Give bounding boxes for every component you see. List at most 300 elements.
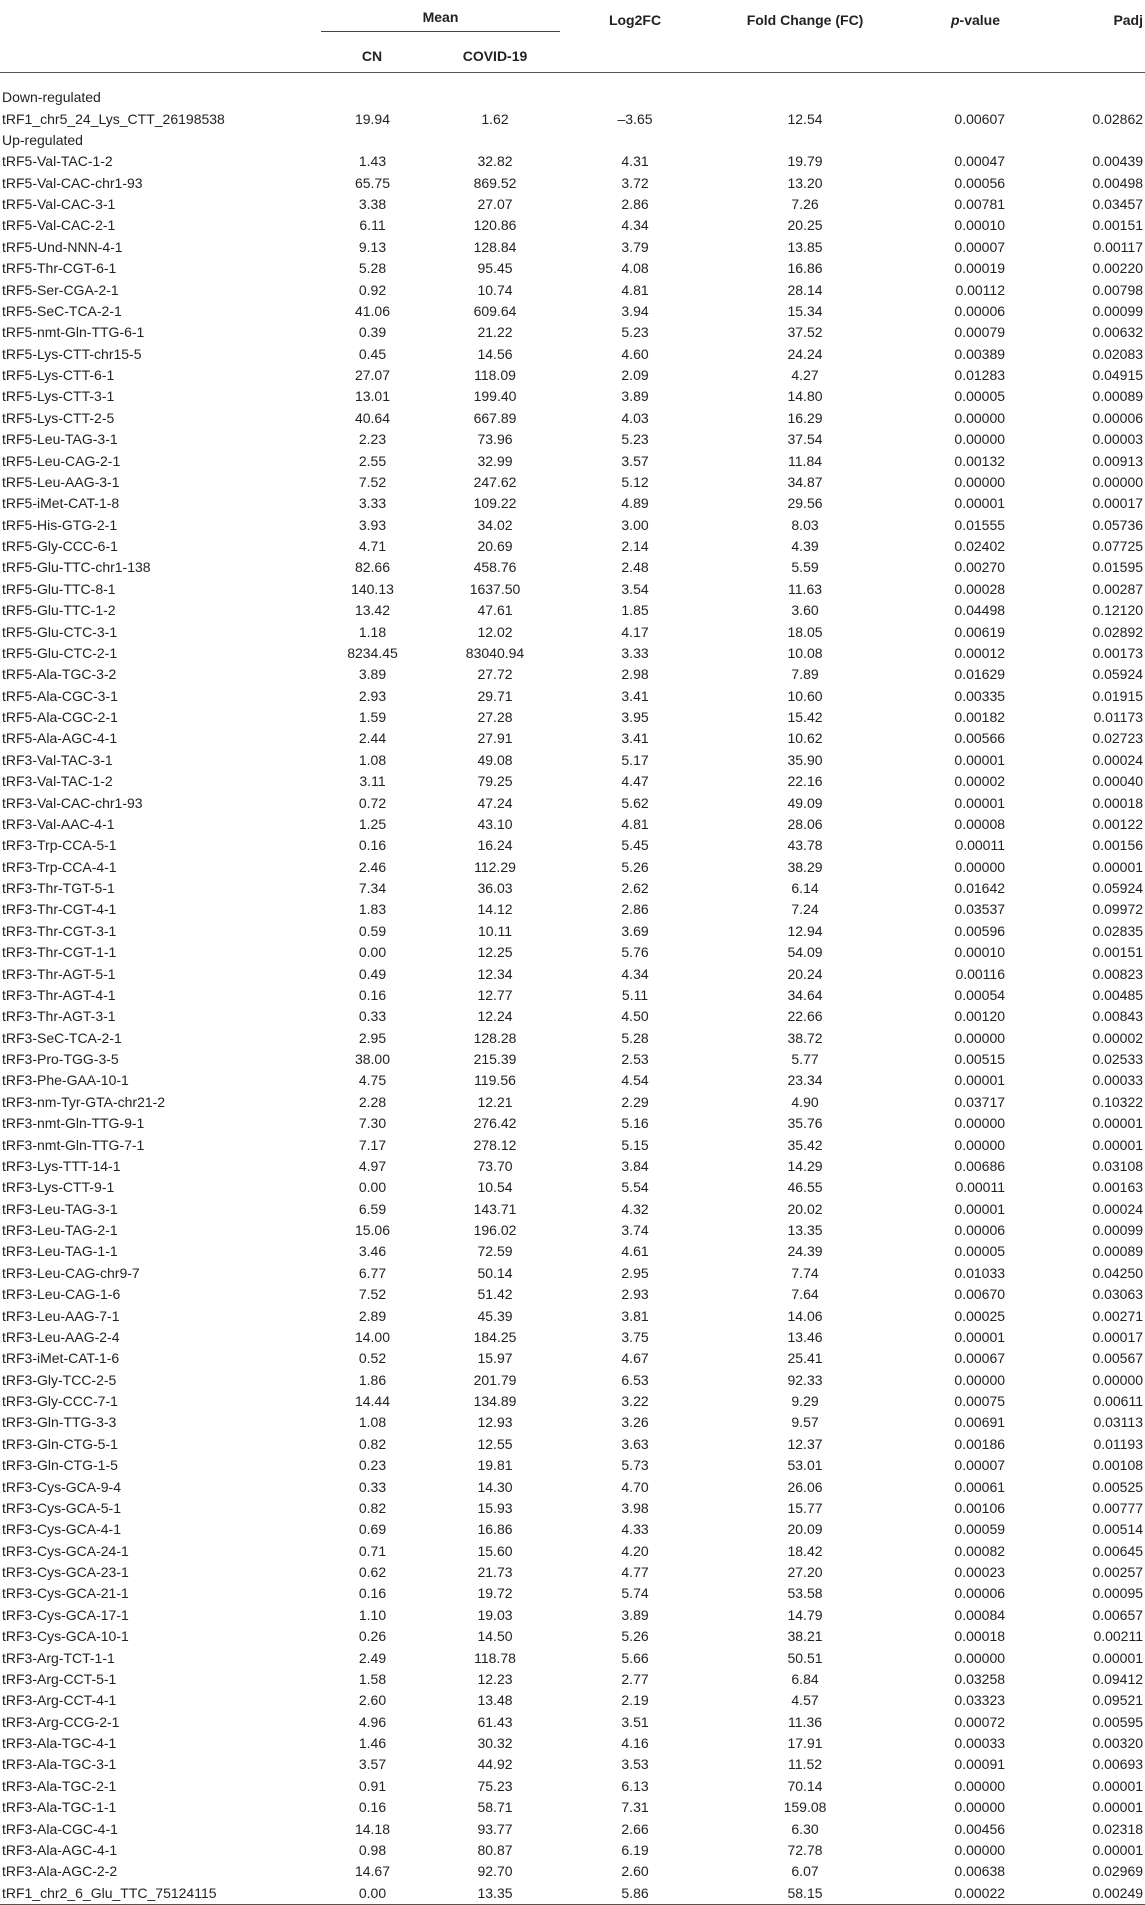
cell-fold-change: 53.58 [787,1585,823,1602]
cell-padj: 0.00913 [1092,452,1144,469]
cell-p-value: 0.00515 [954,1051,1006,1068]
cell-cn: 1.59 [358,709,387,726]
cell-covid: 79.25 [477,773,513,790]
cell-padj: 0.00099 [1092,302,1144,319]
cell-log2fc: 2.77 [621,1670,649,1687]
cell-fold-change: 72.78 [787,1841,823,1858]
cell-covid: 12.25 [477,944,513,961]
cell-p-value: 0.03258 [954,1670,1006,1687]
cell-cn: 140.13 [351,580,394,597]
cell-fold-change: 12.37 [787,1435,823,1452]
table-row [0,344,1145,365]
cell-cn: 3.57 [358,1756,387,1773]
cell-log2fc: 3.00 [621,516,649,533]
table-row [0,151,1145,172]
cell-name: tRF3-Ala-TGC-2-1 [2,1777,117,1794]
table-row [0,814,1145,835]
cell-p-value: 0.00011 [955,837,1006,854]
cell-name: tRF5-Gly-CCC-6-1 [2,538,118,555]
cell-cn: 7.34 [358,880,387,897]
table-row [0,1519,1145,1540]
cell-name: tRF3-Lys-CTT-9-1 [2,1179,115,1196]
cell-fold-change: 12.94 [787,922,823,939]
cell-p-value: 0.00010 [954,944,1006,961]
cell-log2fc: 5.66 [621,1649,649,1666]
cell-p-value: 0.00001 [954,495,1006,512]
cell-padj: 0.00271 [1092,1307,1144,1324]
cell-padj: 0.04915 [1092,367,1144,384]
cell-name: tRF3-Trp-CCA-4-1 [2,858,117,875]
cell-name: tRF3-Val-TAC-3-1 [2,751,113,768]
cell-cn: 9.13 [358,238,387,255]
cell-fold-change: 7.26 [791,196,819,213]
cell-log2fc: 5.26 [621,858,649,875]
cell-name: tRF3-Phe-GAA-10-1 [2,1072,129,1089]
cell-padj: 0.00823 [1092,965,1144,982]
cell-log2fc: 4.16 [621,1735,649,1752]
cell-p-value: 0.00000 [954,1649,1006,1666]
table-row [0,365,1145,386]
cell-name: tRF5-Glu-TTC-chr1-138 [2,559,151,576]
cell-name: tRF3-Leu-CAG-1-6 [2,1286,121,1303]
cell-cn: 19.94 [354,110,391,127]
cell-fold-change: 23.34 [787,1072,823,1089]
cell-cn: 2.93 [358,687,387,704]
table-row [0,921,1145,942]
cell-padj: 0.02835 [1092,922,1144,939]
cell-cn: 0.16 [358,1799,387,1816]
cell-fold-change: 18.42 [787,1542,823,1559]
cell-log2fc: 7.31 [621,1799,649,1816]
cell-fold-change: 4.39 [791,538,819,555]
cell-cn: 65.75 [354,174,391,191]
cell-cn: 0.33 [358,1478,387,1495]
cell-cn: 2.46 [358,858,387,875]
cell-p-value: 0.00006 [954,1585,1006,1602]
cell-covid: 75.23 [477,1777,513,1794]
cell-padj: 0.00843 [1092,1008,1144,1025]
cell-fold-change: 70.14 [787,1777,823,1794]
table-row [0,108,1145,129]
cell-padj: 0.00156 [1092,837,1144,854]
cell-p-value: 0.00182 [954,709,1006,726]
cell-covid: 247.62 [473,473,517,490]
cell-padj: 0.00017 [1092,1328,1144,1345]
cell-cn: 0.71 [358,1542,387,1559]
cell-covid: 27.28 [477,709,513,726]
cell-covid: 16.86 [477,1521,513,1538]
cell-name: tRF3-nmt-Gln-TTG-9-1 [2,1115,145,1132]
cell-fold-change: 12.54 [787,110,823,127]
cell-covid: 10.11 [478,922,512,939]
cell-log2fc: 4.33 [621,1521,649,1538]
cell-p-value: 0.00010 [954,217,1006,234]
cell-p-value: 0.00000 [954,431,1006,448]
cell-cn: 0.16 [358,986,387,1003]
cell-log2fc: 4.34 [621,965,649,982]
cell-padj: 0.05924 [1092,880,1144,897]
cell-log2fc: 4.70 [621,1478,649,1495]
table-row [0,215,1145,236]
cell-name: tRF3-Gln-CTG-5-1 [2,1435,118,1452]
header-padj: Padj [1113,12,1144,28]
cell-padj: 0.01193 [1093,1435,1144,1452]
cell-padj: 0.00018 [1092,794,1144,811]
cell-padj: 0.00099 [1092,1222,1144,1239]
cell-covid: 215.39 [473,1051,517,1068]
table-row [0,600,1145,621]
cell-covid: 184.25 [473,1328,517,1345]
cell-name: tRF3-Ala-AGC-4-1 [2,1841,118,1858]
cell-fold-change: 13.20 [787,174,823,191]
cell-p-value: 0.01555 [954,516,1006,533]
cell-name: tRF5-Glu-TTC-8-1 [2,580,116,597]
cell-name: tRF5-Glu-TTC-1-2 [2,602,116,619]
cell-log2fc: 1.85 [621,602,649,619]
cell-cn: 13.01 [354,388,391,405]
cell-covid: 143.71 [473,1200,517,1217]
cell-cn: 2.28 [358,1093,387,1110]
cell-p-value: 0.00061 [954,1478,1006,1495]
cell-p-value: 0.00084 [954,1606,1006,1623]
section-label: Up-regulated [2,131,83,148]
header-blank-2 [0,40,280,73]
cell-covid: 14.30 [477,1478,513,1495]
cell-padj: 0.00798 [1092,281,1144,298]
cell-log2fc: 2.86 [621,196,649,213]
table-row [0,1669,1145,1690]
cell-p-value: 0.00186 [954,1435,1006,1452]
cell-padj: 0.00000 [1092,1371,1144,1388]
cell-name: tRF5-Thr-CGT-6-1 [2,260,117,277]
table-row [0,1455,1145,1476]
table-row [0,1840,1145,1861]
cell-padj: 0.00089 [1092,388,1144,405]
cell-cn: 1.08 [358,1414,387,1431]
cell-log2fc: 3.57 [621,452,649,469]
cell-cn: 40.64 [354,409,391,426]
cell-fold-change: 14.79 [787,1606,823,1623]
table-row [0,1220,1145,1241]
cell-padj: 0.00001 [1092,1136,1144,1153]
cell-log2fc: 5.15 [621,1136,649,1153]
cell-cn: 13.42 [354,602,391,619]
cell-name: tRF5-Lys-CTT-3-1 [2,388,115,405]
table-row [0,1647,1145,1668]
section-row [0,87,1145,108]
cell-name: tRF5-Val-CAC-chr1-93 [2,174,143,191]
table-row [0,1006,1145,1027]
cell-p-value: 0.00000 [954,1799,1006,1816]
cell-fold-change: 34.64 [787,986,823,1003]
cell-log2fc: 4.17 [621,623,649,640]
cell-covid: 12.21 [477,1093,513,1110]
cell-name: tRF3-Thr-AGT-5-1 [2,965,116,982]
cell-covid: 118.09 [474,367,516,384]
cell-padj: 0.00514 [1092,1521,1144,1538]
cell-log2fc: 3.81 [621,1307,649,1324]
cell-fold-change: 27.20 [787,1564,823,1581]
table-row [0,301,1145,322]
cell-covid: 50.14 [477,1264,513,1281]
cell-log2fc: 3.79 [621,238,649,255]
cell-cn: 2.55 [358,452,387,469]
cell-p-value: 0.00056 [954,174,1006,191]
cell-padj: 0.00611 [1093,1393,1144,1410]
table-row [0,1861,1145,1882]
cell-name: tRF5-Leu-TAG-3-1 [2,431,118,448]
cell-fold-change: 16.29 [787,409,823,426]
cell-log2fc: 2.48 [621,559,649,576]
cell-name: tRF3-Arg-CCG-2-1 [2,1713,120,1730]
cell-covid: 128.84 [473,238,517,255]
cell-p-value: 0.00054 [954,986,1006,1003]
cell-fold-change: 29.56 [787,495,823,512]
cell-fold-change: 9.57 [791,1414,819,1431]
cell-padj: 0.00002 [1092,1029,1144,1046]
table-row [0,386,1145,407]
table-row [0,1498,1145,1519]
cell-padj: 0.00001 [1092,1649,1144,1666]
cell-covid: 32.82 [477,153,513,170]
cell-p-value: 0.00033 [954,1735,1006,1752]
cell-p-value: 0.00781 [954,196,1006,213]
cell-padj: 0.00001 [1092,858,1144,875]
cell-padj: 0.02969 [1092,1863,1144,1880]
cell-padj: 0.00595 [1092,1713,1144,1730]
cell-p-value: 0.00001 [954,751,1006,768]
cell-log2fc: 4.60 [621,345,649,362]
cell-log2fc: 3.22 [621,1393,649,1410]
cell-covid: 869.52 [473,174,517,191]
table-row [0,1541,1145,1562]
cell-fold-change: 22.16 [787,773,823,790]
table-row [0,173,1145,194]
cell-padj: 0.00001 [1092,1799,1144,1816]
cell-p-value: 0.00112 [955,281,1006,298]
cell-log2fc: 3.54 [621,580,649,597]
cell-cn: 14.44 [354,1393,391,1410]
cell-fold-change: 92.33 [787,1371,823,1388]
cell-padj: 0.00525 [1092,1478,1144,1495]
section-row [0,130,1145,151]
cell-fold-change: 9.29 [791,1393,819,1410]
cell-covid: 12.93 [477,1414,513,1431]
cell-name: tRF5-Und-NNN-4-1 [2,238,123,255]
cell-padj: 0.00001 [1092,1777,1144,1794]
cell-cn: 27.07 [354,367,391,384]
cell-p-value: 0.00670 [954,1286,1006,1303]
cell-p-value: 0.00012 [954,644,1006,661]
cell-covid: 1.62 [481,110,509,127]
cell-p-value: 0.00691 [954,1414,1006,1431]
cell-log2fc: 4.81 [621,281,649,298]
cell-covid: 19.72 [477,1585,513,1602]
cell-p-value: 0.00007 [954,238,1006,255]
cell-cn: 0.69 [358,1521,387,1538]
cell-covid: 27.07 [477,196,513,213]
table-row [0,237,1145,258]
cell-name: tRF5-nmt-Gln-TTG-6-1 [2,324,145,341]
cell-name: tRF5-Lys-CTT-chr15-5 [2,345,142,362]
cell-padj: 0.01595 [1092,559,1144,576]
cell-name: tRF3-Ala-AGC-2-2 [2,1863,118,1880]
cell-padj: 0.00249 [1035,1883,1145,1905]
table-row [0,429,1145,450]
cell-padj: 0.00089 [1092,1243,1144,1260]
table-row [0,664,1145,685]
cell-covid: 10.54 [477,1179,513,1196]
table-row [0,1348,1145,1369]
cell-fold-change: 19.79 [787,153,823,170]
cell-fold-change: 6.84 [791,1670,819,1687]
cell-name: tRF3-Leu-TAG-1-1 [2,1243,118,1260]
table-row [0,1028,1145,1049]
cell-covid: 458.76 [473,559,517,576]
cell-cn: 0.59 [358,922,387,939]
table-row [0,322,1145,343]
cell-p-value: 0.00106 [954,1499,1006,1516]
cell-log2fc: 2.09 [621,367,649,384]
cell-fold-change: 24.39 [787,1243,823,1260]
cell-fold-change: 26.06 [787,1478,823,1495]
table-row [0,536,1145,557]
cell-log2fc: 4.67 [621,1350,649,1367]
cell-log2fc: 2.98 [621,666,649,683]
cell-log2fc: 4.08 [621,260,649,277]
cell-fold-change: 34.87 [787,473,823,490]
cell-fold-change: 16.86 [787,260,823,277]
table-row [0,1776,1145,1797]
cell-fold-change: 11.36 [788,1713,823,1730]
cell-fold-change: 22.66 [787,1008,823,1025]
cell-p-value: 0.01629 [954,666,1006,683]
cell-cn: 1.43 [358,153,387,170]
cell-name: tRF5-iMet-CAT-1-8 [2,495,120,512]
cell-log2fc: 4.77 [621,1564,649,1581]
cell-p-value: 0.00001 [954,1200,1006,1217]
cell-name: tRF5-Val-TAC-1-2 [2,153,113,170]
cell-fold-change: 10.08 [787,644,823,661]
cell-name: tRF3-Gly-CCC-7-1 [2,1393,118,1410]
cell-p-value: 0.01642 [954,880,1006,897]
header-mean-group [280,0,565,40]
cell-p-value: 0.00270 [954,559,1006,576]
table-row [0,1327,1145,1348]
section-label: Down-regulated [2,89,101,106]
cell-padj: 0.00657 [1092,1606,1144,1623]
cell-covid: 13.48 [477,1692,513,1709]
cell-name: tRF3-Val-CAC-chr1-93 [2,794,143,811]
cell-fold-change: 11.84 [788,452,823,469]
cell-fold-change: 6.30 [791,1820,819,1837]
cell-covid: 61.43 [477,1713,513,1730]
cell-log2fc: 2.29 [621,1093,649,1110]
cell-p-value: 0.00091 [954,1756,1006,1773]
cell-padj: 0.00151 [1092,944,1144,961]
cell-covid: 44.92 [477,1756,513,1773]
cell-log2fc: 3.98 [621,1499,649,1516]
table-row [0,450,1145,471]
cell-cn: 1.86 [358,1371,387,1388]
cell-fold-change: 18.05 [787,623,823,640]
cell-name: tRF3-Gln-CTG-1-5 [2,1457,118,1474]
cell-fold-change: 20.02 [787,1200,823,1217]
cell-log2fc: 3.72 [621,174,649,191]
cell-p-value: 0.00067 [954,1350,1006,1367]
cell-covid: 15.60 [477,1542,513,1559]
cell-fold-change: 25.41 [787,1350,823,1367]
table-row [0,1797,1145,1818]
cell-fold-change: 7.64 [791,1286,819,1303]
cell-fold-change: 13.85 [787,238,823,255]
cell-p-value: 0.00011 [955,1179,1006,1196]
cell-p-value: 0.00120 [954,1008,1006,1025]
cell-fold-change: 28.06 [787,815,823,832]
cell-padj: 0.00498 [1092,174,1144,191]
cell-p-value: 0.00001 [954,794,1006,811]
cell-fold-change: 14.80 [787,388,823,405]
cell-name: tRF3-Gly-TCC-2-5 [2,1371,117,1388]
cell-padj: 0.00220 [1092,260,1144,277]
cell-name: tRF3-nm-Tyr-GTA-chr21-2 [2,1093,166,1110]
cell-log2fc: 4.89 [621,495,649,512]
cell-padj: 0.09412 [1092,1670,1144,1687]
cell-padj: 0.09521 [1092,1692,1144,1709]
cell-padj: 0.03063 [1092,1286,1144,1303]
cell-log2fc: 5.16 [621,1115,649,1132]
cell-name: tRF5-SeC-TCA-2-1 [2,302,122,319]
cell-covid: 196.02 [473,1222,517,1239]
cell-padj: 0.00033 [1092,1072,1144,1089]
cell-p-value: 0.00008 [954,815,1006,832]
table-row [0,1605,1145,1626]
table-row [0,515,1145,536]
cell-name: tRF3-Pro-TGG-3-5 [2,1051,119,1068]
cell-cn: 4.71 [358,538,387,555]
cell-p-value: 0.00000 [954,1371,1006,1388]
cell-covid: 12.77 [477,986,513,1003]
cell-covid: 27.72 [477,666,513,683]
table-body [0,73,1145,1905]
cell-covid: 16.24 [477,837,513,854]
cell-covid: 278.12 [473,1136,517,1153]
spacer-row [0,73,1145,88]
cell-log2fc: 4.50 [621,1008,649,1025]
cell-padj: 0.07725 [1092,538,1144,555]
cell-fold-change: 4.27 [791,367,819,384]
cell-p-value: 0.00686 [954,1157,1006,1174]
cell-cn: 0.33 [358,1008,387,1025]
header-mean: Mean [321,9,560,32]
cell-log2fc: 2.62 [621,880,649,897]
cell-covid: 120.86 [473,217,517,234]
cell-p-value: 0.00007 [954,1457,1006,1474]
cell-cn: 7.52 [358,473,387,490]
cell-log2fc: 3.51 [621,1713,649,1730]
header-p-italic: p [950,12,960,28]
cell-log2fc: 2.86 [621,901,649,918]
cell-cn: 2.49 [358,1649,387,1666]
cell-p-value: 0.00047 [954,153,1006,170]
cell-padj: 0.09972 [1092,901,1144,918]
cell-fold-change: 15.77 [787,1499,823,1516]
table-row [0,1690,1145,1711]
cell-log2fc: 5.73 [621,1457,649,1474]
cell-name: tRF5-Leu-AAG-3-1 [2,473,120,490]
cell-p-value: 0.00389 [954,345,1006,362]
cell-covid: 12.02 [477,623,513,640]
